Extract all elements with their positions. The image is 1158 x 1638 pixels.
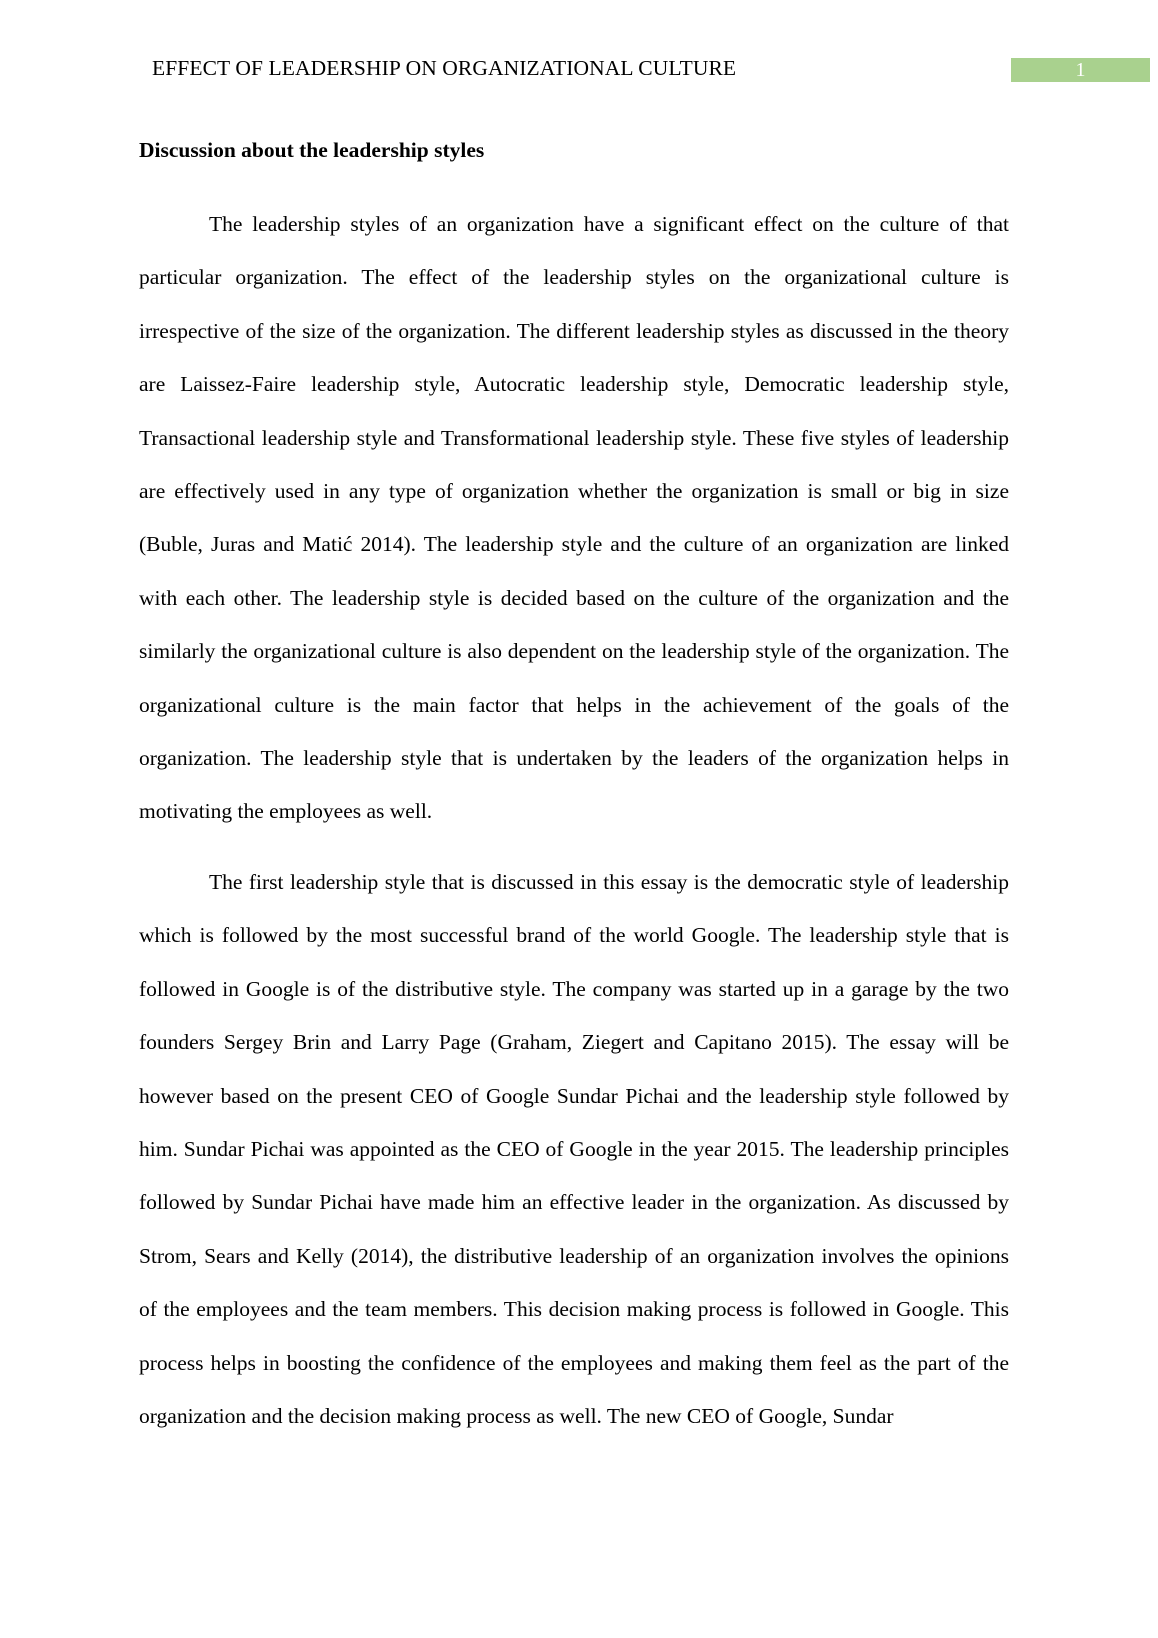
body-paragraph-1: The leadership styles of an organization have a significant effect on the culture of that particular organization. The effect of the leadership styles on the organizational culture is irrespective of the size of the organization. The different leadership styles as discussed in the theory are Laissez-Faire leadership style, Autocratic leadership style, Democratic leadership style, Transactional leadership style and Transformational leadership style. These five styles of leadership are effectively used in any type of organization whether the organization is small or big in size (Buble, Juras and Matić 2014). The leadership style and the culture of an organization are linked with each other. The leadership style is decided based on the culture of the organization and the similarly the organizational culture is also dependent on the leadership style of the organization. The organizational culture is the main factor that helps in the achievement of the goals of the organization. The leadership style that is undertaken by the leaders of the organization helps in motivating the employees as well. <box>139 212 1009 824</box>
body-paragraph-2: The first leadership style that is discussed in this essay is the democratic style of leadership which is followed by the most successful brand of the world Google. The leadership style that is followed in Google is of the distributive style. The company was started up in a garage by the two founders Sergey Brin and Larry Page (Graham, Ziegert and Capitano 2015). The essay will be however based on the present CEO of Google Sundar Pichai and the leadership style followed by him. Sundar Pichai was appointed as the CEO of Google in the year 2015. The leadership principles followed by Sundar Pichai have made him an effective leader in the organization. As discussed by Strom, Sears and Kelly (2014), the distributive leadership of an organization involves the opinions of the employees and the team members. This decision making process is followed in Google. This process helps in boosting the confidence of the employees and making them feel as the part of the organization and the decision making process as well. The new CEO of Google, Sundar <box>139 870 1009 1429</box>
page-number: 1 <box>1011 58 1150 82</box>
section-heading: Discussion about the leadership styles <box>139 138 485 162</box>
running-header-title: EFFECT OF LEADERSHIP ON ORGANIZATIONAL CULTURE <box>152 56 737 80</box>
